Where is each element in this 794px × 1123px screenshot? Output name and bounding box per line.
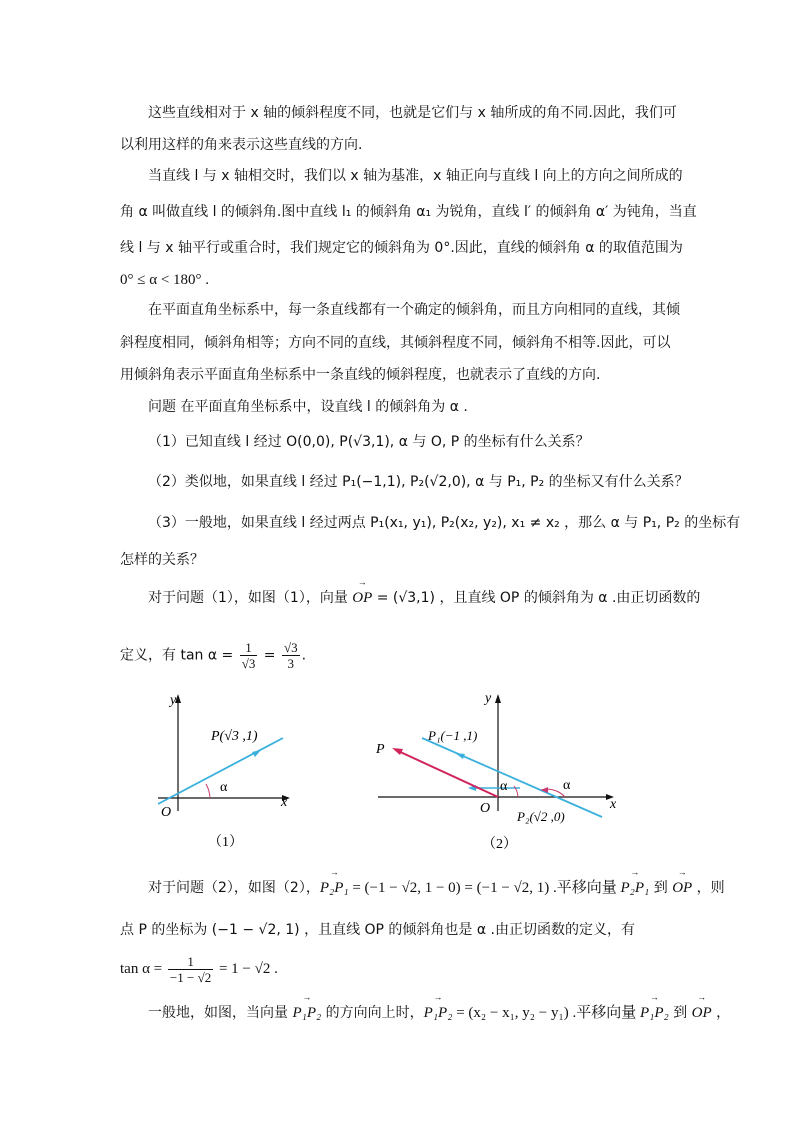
vector-p2p1: → P₂P₁ [621, 878, 650, 898]
point-p-label: P [376, 742, 385, 757]
vector-p2p1: → P₂P₁ [320, 878, 349, 898]
alpha-label: α [220, 780, 228, 795]
origin-label: O [480, 801, 491, 816]
answer-2-text-b: = (−1 − √2, 1 − 0) = (−1 − √2, 1) .平移向量 [348, 880, 621, 896]
direction-arrow-icon [252, 750, 261, 757]
x-label: x [281, 795, 288, 810]
answer-2-line-3 [120, 954, 278, 985]
fraction-denominator: −1 − √2 [169, 970, 212, 985]
angle-arc [206, 784, 210, 798]
answer-2-result: = 1 − √2 . [215, 960, 278, 977]
answer-3-text-c: = (x₂ − x₁, y₂ − y₁) .平移向量 [452, 1005, 640, 1021]
paragraph-3-line-2: 斜程度相同，倾斜角相等；方向不同的直线，其倾斜程度不同，倾斜角不相等.因此，可以 [120, 335, 671, 351]
vector-op: → OP [672, 878, 692, 898]
vector-p1p2: → P₁P₂ [640, 1003, 669, 1023]
y-label: y [485, 691, 492, 706]
vector-p1p2: → P₁P₂ [292, 1003, 321, 1023]
line-p1-p2 [422, 738, 602, 817]
figure-1-caption: （1） [208, 835, 243, 850]
answer-2-text-d: ，则 [692, 880, 725, 896]
paragraph-2-line-2: 角 α 叫做直线 l 的倾斜角.图中直线 l₁ 的倾斜角 α₁ 为锐角，直线 l′ 的倾斜角 α′ 为钝角，当直 [120, 204, 697, 220]
answer-1-text-b: = (√3,1) ，且直线 OP 的倾斜角为 α .由正切函数的 [372, 590, 701, 606]
answer-3-text-d: 到 [668, 1005, 692, 1021]
direction-arrow-icon [455, 753, 465, 759]
problem-3-line-2: 怎样的关系？ [120, 552, 204, 568]
vector-op-arrow-icon [392, 748, 403, 755]
fraction-sqrt3-over-3 [282, 640, 300, 671]
fraction-denominator: 3 [287, 656, 295, 671]
paragraph-1-line-1: 这些直线相对于 x 轴的倾斜程度不同，也就是它们与 x 轴所成的角不同.因此，我们可 [148, 105, 677, 121]
answer-3-line-1 [148, 1003, 730, 1023]
fraction-1-over-neg1-minus-sqrt2 [168, 954, 213, 985]
fraction-numerator: √3 [283, 640, 298, 655]
figure-2-caption: （2） [482, 837, 517, 852]
answer-2-text-a: 对于问题（2），如图（2）， [148, 880, 320, 896]
problem-3-line-1: （3）一般地，如果直线 l 经过两点 P₁(x₁, y₁), P₂(x₂, y₂), x₁ ≠ x₂ ，那么 α 与 P₁, P₂ 的坐标有 [148, 515, 741, 531]
problem-intro: 问题 在平面直角坐标系中，设直线 l 的倾斜角为 α . [148, 399, 468, 415]
answer-3-text-b: 的方向向上时， [321, 1005, 424, 1021]
answer-3-text-a: 一般地，如图，当向量 [148, 1005, 293, 1021]
fraction-1-over-sqrt3 [240, 640, 258, 671]
alpha-label-origin: α [500, 779, 508, 794]
answer-1-text-c: 定义，有 tan α = [120, 647, 238, 664]
problem-2: （2）类似地，如果直线 l 经过 P₁(−1,1), P₂(√2,0), α 与 P₁, P₂ 的坐标又有什么关系？ [148, 474, 689, 490]
answer-1-text-a: 对于问题（1），如图（1），向量 [148, 590, 353, 606]
answer-3-text-e: ， [711, 1005, 731, 1021]
paragraph-2-line-3: 线 l 与 x 轴平行或重合时，我们规定它的倾斜角为 0°.因此，直线的倾斜角 α 的取值范围为 [120, 240, 683, 256]
period: . [301, 647, 307, 664]
paragraph-1-line-2: 以利用这样的角来表示这些直线的方向. [120, 137, 363, 153]
angle-range: 0° ≤ α < 180° . [120, 272, 210, 288]
tan-alpha: tan α = [120, 960, 166, 977]
vector-op [396, 750, 498, 797]
point-p2-label: P₂(√2 ,0) [517, 809, 565, 824]
vector-p1p2: → P₁P₂ [424, 1003, 453, 1023]
x-label: x [610, 797, 617, 812]
vector-op: → OP [692, 1003, 712, 1023]
alpha-label-p2: α [563, 778, 571, 793]
point-p-label: P(√3 ,1) [211, 729, 258, 744]
y-label: y [170, 693, 177, 708]
point-p1-label: P₁(−1 ,1) [428, 728, 478, 743]
answer-2-line-2: 点 P 的坐标为 (−1 − √2, 1) ，且直线 OP 的倾斜角也是 α .由正切函数的定义，有 [120, 922, 636, 938]
origin-label: O [161, 805, 172, 820]
answer-2-text-c: 到 [649, 880, 673, 896]
answer-1-line-2 [120, 640, 306, 671]
answer-1-line-1 [148, 588, 700, 608]
problem-1: （1）已知直线 l 经过 O(0,0), P(√3,1), α 与 O, P 的坐标有什么关系？ [148, 434, 590, 450]
paragraph-3-line-1: 在平面直角坐标系中，每一条直线都有一个确定的倾斜角，而且方向相同的直线，其倾 [148, 302, 680, 318]
paragraph-3-line-3: 用倾斜角表示平面直角坐标系中一条直线的倾斜程度，也就表示了直线的方向. [120, 367, 601, 383]
equals-sign: = [259, 647, 280, 664]
answer-2-line-1 [148, 878, 725, 898]
figure-1 [148, 686, 308, 856]
vector-op: → OP [352, 588, 372, 608]
paragraph-2-line-1: 当直线 l 与 x 轴相交时，我们以 x 轴为基准，x 轴正向与直线 l 向上的方向之间所成的 [148, 168, 683, 184]
y-axis-arrow-icon [495, 694, 501, 703]
fraction-denominator: √3 [241, 656, 256, 671]
fraction-numerator: 1 [240, 640, 258, 656]
fraction-numerator: 1 [168, 954, 213, 970]
figure-2 [370, 686, 630, 856]
